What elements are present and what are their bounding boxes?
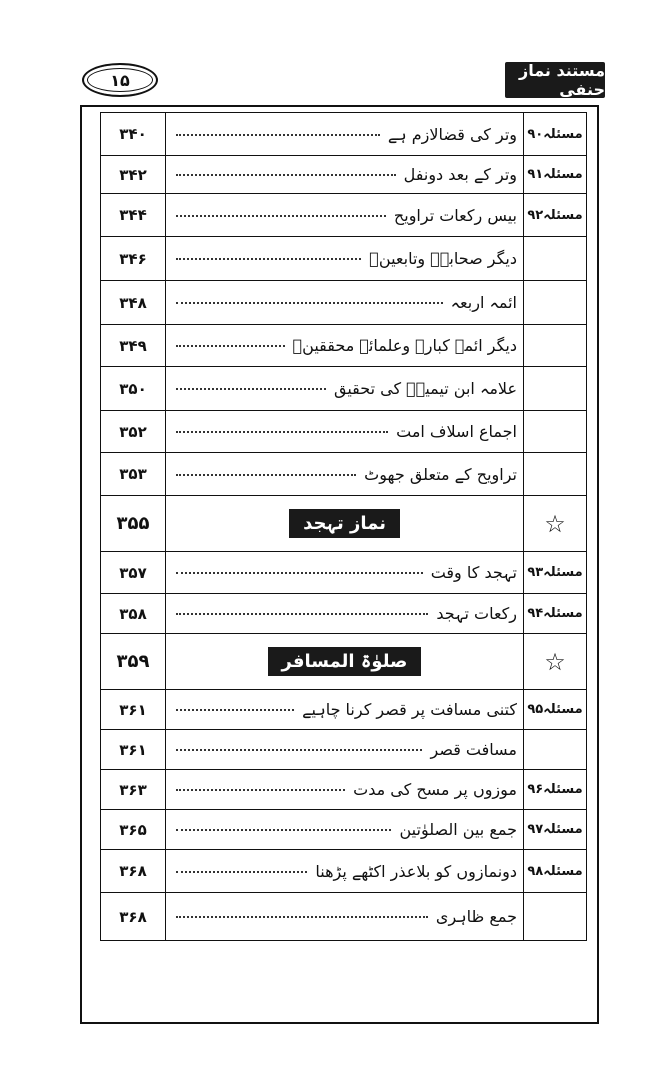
dot-leader bbox=[176, 430, 388, 433]
toc-title: تراویح کے متعلق جھوٹ bbox=[364, 464, 517, 484]
masala-number: مسئلہ۹۸ bbox=[523, 850, 586, 892]
toc-row bbox=[100, 112, 587, 156]
toc-title: دونمازوں کو بلاعذر اکٹھے پڑھنا bbox=[315, 861, 517, 881]
page-ref: ۳۴۸ bbox=[119, 293, 147, 312]
page-number: ۱۵ bbox=[82, 63, 158, 97]
toc-title-cell bbox=[165, 496, 523, 551]
dot-leader bbox=[176, 301, 443, 304]
toc-row bbox=[100, 594, 587, 634]
toc-row bbox=[100, 810, 587, 850]
masala-number bbox=[523, 411, 586, 452]
dot-leader bbox=[176, 344, 285, 347]
page-ref: ۳۶۱ bbox=[119, 700, 147, 719]
toc-title: جمع بین الصلوٰتین bbox=[399, 820, 517, 839]
toc-row bbox=[100, 281, 587, 325]
masala-number bbox=[523, 453, 586, 495]
toc-title-cell bbox=[165, 730, 523, 769]
toc-title-cell bbox=[165, 453, 523, 495]
page-ref: ۳۴۹ bbox=[119, 336, 147, 355]
toc-section-heading-row bbox=[100, 634, 587, 690]
toc-title: تہجد کا وقت bbox=[430, 563, 517, 582]
toc-section-heading-row bbox=[100, 496, 587, 552]
toc-title: مسافت قصر bbox=[430, 740, 517, 759]
toc-title-cell bbox=[165, 411, 523, 452]
page-ref: ۳۶۸ bbox=[119, 862, 147, 880]
masala-number bbox=[523, 281, 586, 324]
page-ref: ۳۶۱ bbox=[119, 740, 147, 759]
toc-row bbox=[100, 237, 587, 281]
toc-title-cell bbox=[165, 113, 523, 155]
dot-leader bbox=[176, 708, 294, 711]
toc-row bbox=[100, 850, 587, 893]
masala-number: مسئلہ۹۰ bbox=[523, 113, 586, 155]
toc-title-cell bbox=[165, 281, 523, 324]
dot-leader bbox=[176, 214, 386, 217]
toc-title: اجماع اسلاف امت bbox=[396, 422, 517, 441]
page-ref: ۳۵۸ bbox=[119, 604, 147, 623]
book-title-banner: مستند نماز حنفی bbox=[505, 62, 605, 98]
toc-row bbox=[100, 893, 587, 941]
toc-title-cell bbox=[165, 634, 523, 689]
dot-leader bbox=[176, 387, 326, 390]
toc-title-cell bbox=[165, 237, 523, 280]
toc-row bbox=[100, 367, 587, 411]
page-ref: ۳۴۶ bbox=[119, 249, 147, 268]
dot-leader bbox=[176, 473, 356, 476]
masala-number: مسئلہ۹۵ bbox=[523, 690, 586, 729]
toc-title-cell bbox=[165, 552, 523, 593]
toc-row bbox=[100, 690, 587, 730]
toc-row bbox=[100, 453, 587, 496]
toc-row bbox=[100, 325, 587, 367]
toc-title: دیگر صحابہؓ وتابعینؒ bbox=[369, 249, 517, 268]
page-ref: ۳۴۰ bbox=[119, 125, 147, 143]
dot-leader bbox=[176, 788, 345, 791]
masala-number: مسئلہ۹۱ bbox=[523, 156, 586, 193]
star-icon: ☆ bbox=[523, 634, 586, 689]
toc-table bbox=[100, 112, 587, 941]
toc-row bbox=[100, 552, 587, 594]
masala-number: مسئلہ۹۴ bbox=[523, 594, 586, 633]
toc-row bbox=[100, 770, 587, 810]
page-ref: ۳۵۵ bbox=[116, 513, 150, 534]
dot-leader bbox=[176, 828, 391, 831]
toc-title-cell bbox=[165, 194, 523, 236]
section-heading: نماز تہجد bbox=[289, 509, 400, 538]
toc-title: علامہ ابن تیمیہؒ کی تحقیق bbox=[333, 379, 517, 398]
star-icon: ☆ bbox=[523, 496, 586, 551]
masala-number: مسئلہ۹۶ bbox=[523, 770, 586, 809]
toc-title: رکعات تہجد bbox=[436, 604, 517, 623]
dot-leader bbox=[176, 748, 422, 751]
toc-title: دیگر ائمہ کبارؒ وعلمائے محققینؒ bbox=[292, 336, 517, 355]
masala-number: مسئلہ۹۲ bbox=[523, 194, 586, 236]
toc-title-cell bbox=[165, 850, 523, 892]
toc-row bbox=[100, 156, 587, 194]
page-ref: ۳۴۲ bbox=[119, 165, 147, 184]
page-ref: ۳۵۲ bbox=[119, 422, 147, 441]
masala-number: مسئلہ۹۳ bbox=[523, 552, 586, 593]
masala-number: مسئلہ۹۷ bbox=[523, 810, 586, 849]
masala-number bbox=[523, 730, 586, 769]
dot-leader bbox=[176, 870, 307, 873]
section-heading: صلوٰۃ المسافر bbox=[268, 647, 422, 676]
toc-title: جمع ظاہری bbox=[435, 907, 517, 926]
page-ref: ۳۵۳ bbox=[119, 465, 147, 483]
dot-leader bbox=[176, 612, 428, 615]
toc-title-cell bbox=[165, 893, 523, 940]
dot-leader bbox=[176, 571, 423, 574]
page-ref: ۳۶۳ bbox=[119, 780, 147, 799]
page-ref: ۳۶۸ bbox=[119, 907, 147, 926]
page-ref: ۳۵۷ bbox=[119, 563, 147, 582]
page-ref: ۳۵۰ bbox=[119, 379, 147, 398]
toc-title-cell bbox=[165, 594, 523, 633]
masala-number bbox=[523, 893, 586, 940]
page-ref: ۳۵۹ bbox=[116, 651, 150, 672]
toc-title: وتر کے بعد دونفل bbox=[403, 165, 517, 184]
toc-row bbox=[100, 194, 587, 237]
toc-title: کتنی مسافت پر قصر کرنا چاہیے bbox=[302, 700, 517, 719]
toc-row bbox=[100, 730, 587, 770]
dot-leader bbox=[176, 133, 380, 136]
toc-title-cell bbox=[165, 770, 523, 809]
toc-row bbox=[100, 411, 587, 453]
toc-title-cell bbox=[165, 690, 523, 729]
toc-title-cell bbox=[165, 325, 523, 366]
toc-title: بیس رکعات تراویح bbox=[393, 205, 517, 225]
toc-title-cell bbox=[165, 810, 523, 849]
dot-leader bbox=[176, 915, 428, 918]
toc-title: وتر کی قضالازم ہے bbox=[387, 124, 517, 144]
page-ref: ۳۴۴ bbox=[119, 206, 147, 224]
toc-title: ائمہ اربعہ bbox=[450, 293, 517, 312]
dot-leader bbox=[176, 173, 396, 176]
toc-title: موزوں پر مسح کی مدت bbox=[353, 780, 517, 799]
masala-number bbox=[523, 367, 586, 410]
toc-title-cell bbox=[165, 156, 523, 193]
dot-leader bbox=[176, 257, 361, 260]
page-ref: ۳۶۵ bbox=[119, 820, 147, 839]
masala-number bbox=[523, 325, 586, 366]
toc-title-cell bbox=[165, 367, 523, 410]
masala-number bbox=[523, 237, 586, 280]
